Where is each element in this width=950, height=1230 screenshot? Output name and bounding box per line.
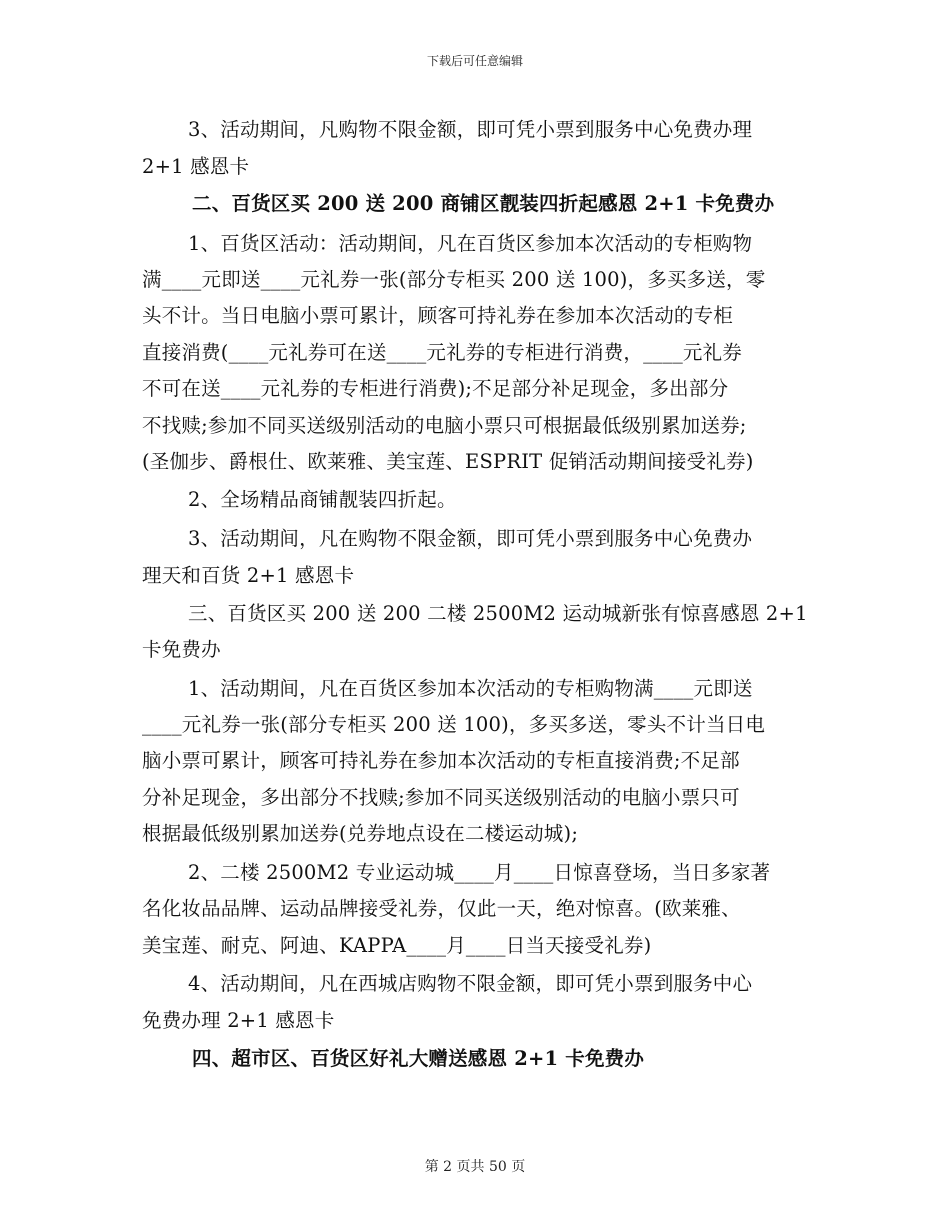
page-header: 下载后可任意编辑 <box>426 54 523 68</box>
section-heading-4: 四、超市区、百货区好礼大赠送感恩 2+1 卡免费办 <box>192 1047 645 1070</box>
paragraph-line: ____元礼券一张(部分专柜买 200 送 100)，多买多送，零头不计当日电 <box>142 713 766 736</box>
paragraph-line: 名化妆品品牌、运动品牌接受礼券，仅此一天，绝对惊喜。(欧莱雅、 <box>142 897 741 920</box>
paragraph-line: 不找赎;参加不同买送级别活动的电脑小票只可根据最低级别累加送券; <box>142 414 747 437</box>
paragraph-line: (圣伽步、爵根仕、欧莱雅、美宝莲、ESPRIT 促销活动期间接受礼券) <box>142 450 754 473</box>
paragraph-line: 脑小票可累计，顾客可持礼券在参加本次活动的专柜直接消费;不足部 <box>142 749 740 772</box>
paragraph-line: 2、全场精品商铺靓装四折起。 <box>188 488 457 511</box>
paragraph-line: 满____元即送____元礼券一张(部分专柜买 200 送 100)，多买多送，零 <box>142 268 766 291</box>
paragraph-line: 卡免费办 <box>142 638 221 661</box>
paragraph-line: 根据最低级别累加送券(兑券地点设在二楼运动城); <box>142 822 579 845</box>
page-footer: 第 2 页共 50 页 <box>424 1159 526 1175</box>
paragraph-line: 3、活动期间，凡购物不限金额，即可凭小票到服务中心免费办理 <box>188 118 753 141</box>
paragraph-line: 1、活动期间，凡在百货区参加本次活动的专柜购物满____元即送 <box>188 677 753 700</box>
paragraph-line: 4、活动期间，凡在西城店购物不限金额，即可凭小票到服务中心 <box>188 972 753 995</box>
paragraph-line: 3、活动期间，凡在购物不限金额，即可凭小票到服务中心免费办 <box>188 527 753 550</box>
paragraph-line: 1、百货区活动：活动期间，凡在百货区参加本次活动的专柜购物 <box>188 232 753 255</box>
section-heading-3: 三、百货区买 200 送 200 二楼 2500M2 运动城新张有惊喜感恩 2+1 <box>188 602 808 625</box>
section-heading-2: 二、百货区买 200 送 200 商铺区靓装四折起感恩 2+1 卡免费办 <box>192 192 775 215</box>
paragraph-line: 2+1 感恩卡 <box>142 155 250 178</box>
paragraph-line: 分补足现金，多出部分不找赎;参加不同买送级别活动的电脑小票只可 <box>142 786 740 809</box>
paragraph-line: 头不计。当日电脑小票可累计，顾客可持礼券在参加本次活动的专柜 <box>142 304 734 327</box>
paragraph-line: 免费办理 2+1 感恩卡 <box>142 1009 335 1032</box>
paragraph-line: 不可在送____元礼券的专柜进行消费);不足部分补足现金，多出部分 <box>142 377 729 400</box>
paragraph-line: 2、二楼 2500M2 专业运动城____月____日惊喜登场，当日多家著 <box>188 861 771 884</box>
paragraph-line: 美宝莲、耐克、阿迪、KAPPA____月____日当天接受礼券) <box>142 934 652 957</box>
paragraph-line: 理天和百货 2+1 感恩卡 <box>142 564 355 587</box>
paragraph-line: 直接消费(____元礼券可在送____元礼券的专柜进行消费，____元礼券 <box>142 341 743 364</box>
